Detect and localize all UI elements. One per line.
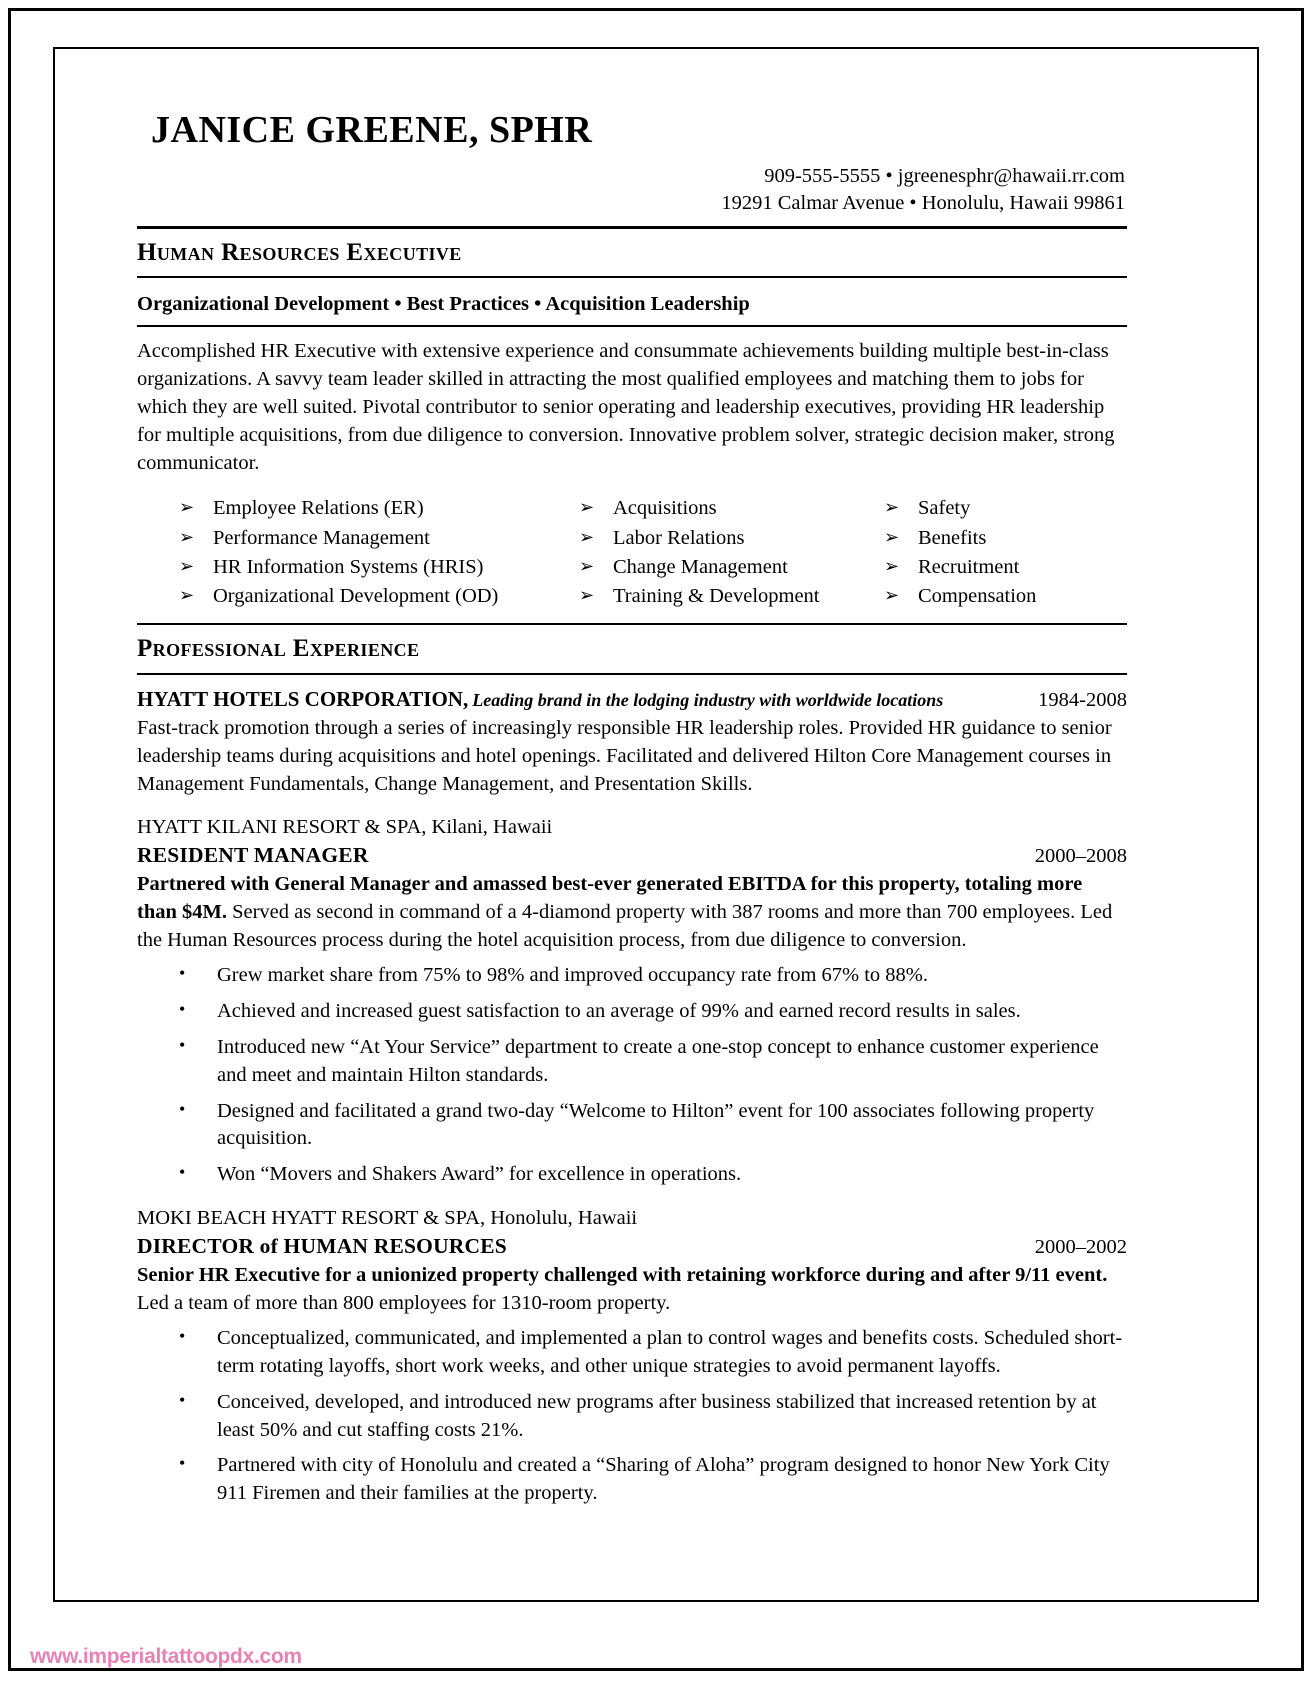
role-title: RESIDENT MANAGER <box>137 842 369 867</box>
skill-label: Training & Development <box>613 585 820 608</box>
contact-phone-email: 909-555-5555 • jgreenesphr@hawaii.rr.com <box>764 164 1125 187</box>
headline-divider <box>137 276 1127 278</box>
list-item <box>179 1034 1127 1090</box>
specialties-tagline: Organizational Development • Best Practices • Acquisition Leadership <box>137 293 750 316</box>
role-lead-highlight: Senior HR Executive for a unionized property challenged with retaining workforce during and after 9/11 event. <box>137 1263 1108 1286</box>
company-years: 1984-2008 <box>1038 688 1127 711</box>
role-lead-rest: Served as second in command of a 4-diamond property with 387 rooms and more than 700 employees. Led the Human Resources process during the hotel acquisition process, from due diligence to conversion. <box>137 900 1113 951</box>
arrow-bullet-icon: ➢ <box>884 555 900 576</box>
list-item <box>179 1389 1127 1445</box>
experience-section-title: Professional Experience <box>137 635 420 663</box>
round-bullet-icon: • <box>179 963 186 984</box>
arrow-bullet-icon: ➢ <box>579 585 595 606</box>
candidate-name: JANICE GREENE, SPHR <box>151 109 593 151</box>
role-block <box>137 814 1127 1189</box>
round-bullet-icon: • <box>179 1453 186 1474</box>
contact-block <box>137 163 1127 217</box>
skill-item <box>179 554 579 580</box>
round-bullet-icon: • <box>179 1034 186 1055</box>
arrow-bullet-icon: ➢ <box>579 497 595 518</box>
arrow-bullet-icon: ➢ <box>179 555 195 576</box>
list-item <box>179 962 1127 990</box>
skill-label: Benefits <box>918 526 987 549</box>
skill-item <box>179 495 579 521</box>
arrow-bullet-icon: ➢ <box>884 497 900 518</box>
role-lead <box>137 1261 1127 1317</box>
arrow-bullet-icon: ➢ <box>884 526 900 547</box>
role-achievements <box>137 1325 1127 1508</box>
company-name: HYATT HOTELS CORPORATION, <box>137 686 469 711</box>
core-competencies-grid <box>179 495 1127 609</box>
skill-label: Organizational Development (OD) <box>213 585 499 608</box>
arrow-bullet-icon: ➢ <box>884 585 900 606</box>
arrow-bullet-icon: ➢ <box>179 497 195 518</box>
company-header-row <box>137 687 1127 712</box>
role-property: MOKI BEACH HYATT RESORT & SPA, Honolulu, Hawaii <box>137 1207 638 1230</box>
round-bullet-icon: • <box>179 998 186 1019</box>
role-property: HYATT KILANI RESORT & SPA, Kilani, Hawaii <box>137 816 553 839</box>
achievement-text: Designed and facilitated a grand two-day “Welcome to Hilton” event for 100 associates following property acquisition. <box>217 1099 1095 1150</box>
arrow-bullet-icon: ➢ <box>579 555 595 576</box>
role-lead-rest: Led a team of more than 800 employees for 1310-room property. <box>137 1291 671 1314</box>
resume-header <box>137 111 1127 217</box>
skill-item <box>579 583 884 609</box>
skill-item <box>884 583 1127 609</box>
tagline-divider <box>137 325 1127 327</box>
role-title-row <box>137 1234 1127 1259</box>
site-watermark: www.imperialtattoopdx.com <box>30 1645 302 1668</box>
contact-address: 19291 Calmar Avenue • Honolulu, Hawaii 99861 <box>721 191 1125 214</box>
skill-item <box>884 554 1127 580</box>
skill-label: Employee Relations (ER) <box>213 497 424 520</box>
list-item <box>179 1452 1127 1508</box>
company-overview: Fast-track promotion through a series of increasingly responsible HR leadership roles. Provided HR guidance to senior leadership teams during acquisitions and hotel openings. Facilitated and delivered Hilton Core Management courses in Management Fundamentals, Change Management, and Presentation Skills. <box>137 716 1112 796</box>
skill-label: Compensation <box>918 585 1037 608</box>
role-title-row <box>137 843 1127 868</box>
skill-item <box>579 525 884 551</box>
header-divider <box>137 226 1127 229</box>
skill-label: Recruitment <box>918 555 1020 578</box>
professional-summary: Accomplished HR Executive with extensive experience and consummate achievements building multiple best-in-class organizations. A savvy team leader skilled in attracting the most qualified employees and matching them to jobs for which they are well suited. Pivotal contributor to senior operating and leadership executives, providing HR leadership for multiple acquisitions, from due diligence to conversion. Innovative problem solver, strategic decision maker, strong communicator. <box>137 340 1115 475</box>
list-item <box>179 1325 1127 1381</box>
achievement-text: Grew market share from 75% to 98% and improved occupancy rate from 67% to 88%. <box>217 964 929 987</box>
skill-label: Safety <box>918 497 971 520</box>
list-item <box>179 1098 1127 1154</box>
round-bullet-icon: • <box>179 1325 186 1346</box>
skill-item <box>179 583 579 609</box>
headline-title: Human Resources Executive <box>137 238 462 266</box>
skill-item <box>884 525 1127 551</box>
arrow-bullet-icon: ➢ <box>579 526 595 547</box>
skill-label: Performance Management <box>213 526 430 549</box>
page-outer-border <box>8 8 1304 1671</box>
skill-label: Labor Relations <box>613 526 745 549</box>
role-lead <box>137 870 1127 954</box>
role-years: 2000–2002 <box>1034 1235 1127 1258</box>
list-item <box>179 998 1127 1026</box>
achievement-text: Introduced new “At Your Service” department to create a one-stop concept to enhance customer experience and meet and maintain Hilton standards. <box>217 1035 1099 1086</box>
company-name-wrap <box>137 687 943 712</box>
arrow-bullet-icon: ➢ <box>179 585 195 606</box>
skill-label: Acquisitions <box>613 497 717 520</box>
skill-label: HR Information Systems (HRIS) <box>213 555 484 578</box>
role-block <box>137 1205 1127 1508</box>
achievement-text: Achieved and increased guest satisfaction to an average of 99% and earned record results in sales. <box>217 999 1021 1022</box>
resume-sheet <box>137 111 1127 1508</box>
skill-label: Change Management <box>613 555 788 578</box>
achievement-text: Conceptualized, communicated, and implemented a plan to control wages and benefits costs. Scheduled short-term rotating layoffs, short work weeks, and other unique strategies to avoid permanent layoffs. <box>217 1326 1123 1377</box>
achievement-text: Won “Movers and Shakers Award” for excellence in operations. <box>217 1163 742 1186</box>
skill-item <box>579 554 884 580</box>
round-bullet-icon: • <box>179 1389 186 1410</box>
company-descriptor: Leading brand in the lodging industry with worldwide locations <box>472 689 944 710</box>
skills-divider <box>137 623 1127 625</box>
role-achievements <box>137 962 1127 1189</box>
round-bullet-icon: • <box>179 1162 186 1183</box>
role-title: DIRECTOR of HUMAN RESOURCES <box>137 1233 507 1258</box>
skill-item <box>884 495 1127 521</box>
experience-divider <box>137 673 1127 675</box>
role-lead-highlight: Partnered with General Manager and amassed best-ever generated EBITDA for this property, totaling more than $4M. <box>137 872 1083 923</box>
round-bullet-icon: • <box>179 1098 186 1119</box>
skill-item <box>179 525 579 551</box>
list-item <box>179 1161 1127 1189</box>
role-years: 2000–2008 <box>1034 844 1127 867</box>
achievement-text: Partnered with city of Honolulu and created a “Sharing of Aloha” program designed to honor New York City 911 Firemen and their families at the property. <box>217 1454 1110 1505</box>
page-inner-border <box>53 47 1259 1602</box>
arrow-bullet-icon: ➢ <box>179 526 195 547</box>
achievement-text: Conceived, developed, and introduced new programs after business stabilized that increased retention by at least 50% and cut staffing costs 21%. <box>217 1390 1097 1441</box>
skill-item <box>579 495 884 521</box>
